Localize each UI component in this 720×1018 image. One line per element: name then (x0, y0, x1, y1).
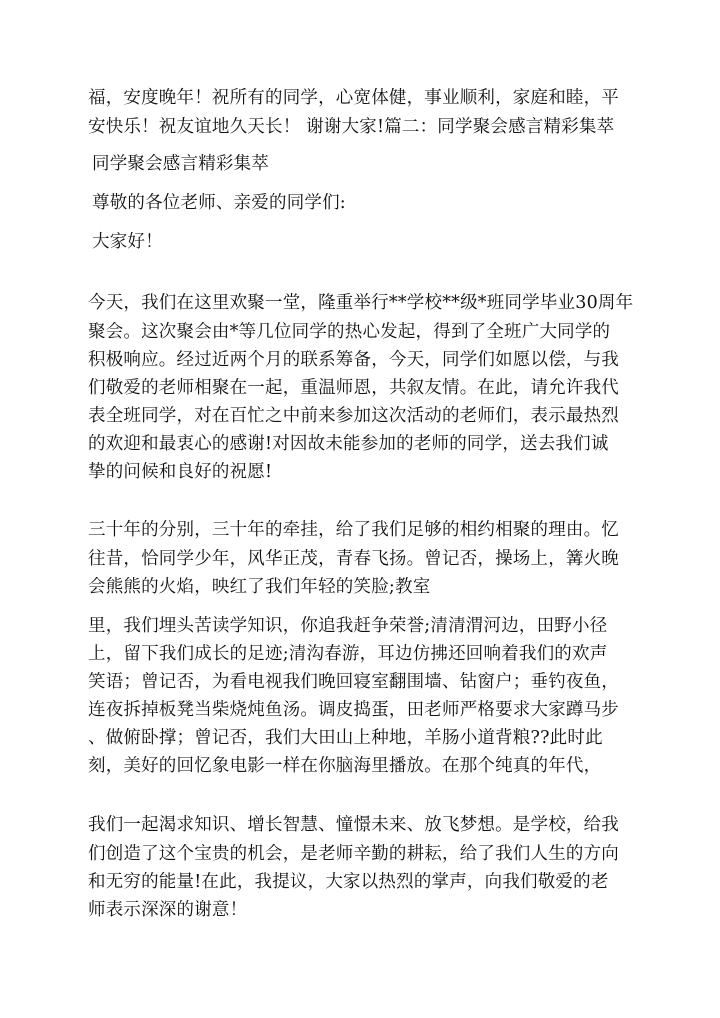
text-line: 、做俯卧撑；曾记否，我们大田山上种地，羊肠小道背粮??此时此 (88, 728, 603, 748)
text-line: 往昔，恰同学少年，风华正茂，青春飞扬。曾记否，操场上，篝火晚 (88, 549, 619, 569)
text-line: 的欢迎和最衷心的感谢!对因故未能参加的老师的同学，送去我们诚 (88, 434, 609, 454)
text-line: 刻，美好的回忆象电影一样在你脑海里播放。在那个纯真的年代， (88, 756, 602, 776)
text-line: 三十年的分别，三十年的牵挂，给了我们足够的相约相聚的理由。忆 (88, 520, 619, 540)
text-line: 我们一起渴求知识、增长智慧、憧憬未来、放飞梦想。是学校，给我 (88, 815, 619, 835)
salutation: 尊敬的各位老师、亲爱的同学们: (92, 193, 346, 213)
text-line: 表全班同学，对在百忙之中前来参加这次活动的老师们，表示最热烈 (88, 406, 619, 426)
text-line: 师表示深深的谢意！ (88, 900, 248, 920)
text-line: 挚的问候和良好的祝愿! (88, 462, 273, 482)
text-line: 们敬爱的老师相聚在一起，重温师恩，共叙友情。在此，请允许我代 (88, 378, 619, 398)
text-line: 会熊熊的火焰，映红了我们年轻的笑脸;教室 (88, 577, 431, 597)
text-line: 里，我们埋头苦读学知识，你追我赶争荣誉;清清渭河边，田野小径 (88, 616, 608, 636)
text-line: 们创造了这个宝贵的机会，是老师辛勤的耕耘，给了我们人生的方向 (88, 844, 619, 864)
greeting: 大家好！ (92, 232, 163, 252)
text-line: 连夜拆掉板凳当柴烧炖鱼汤。调皮捣蛋，田老师严格要求大家蹲马步 (88, 700, 619, 720)
text-line: 和无穷的能量!在此，我提议，大家以热烈的掌声，向我们敬爱的老 (88, 872, 609, 892)
text-line: 福，安度晚年！祝所有的同学，心宽体健，事业顺利，家庭和睦，平 (88, 88, 619, 108)
text-line: 积极响应。经过近两个月的联系筹备，今天，同学们如愿以偿，与我 (88, 350, 619, 370)
text-line: 安快乐！祝友谊地久天长！ 谢谢大家!篇二：同学聚会感言精彩集萃 (88, 117, 615, 137)
section-heading: 同学聚会感言精彩集萃 (92, 154, 269, 174)
text-line: 聚会。这次聚会由*等几位同学的热心发起，得到了全班广大同学的 (88, 322, 611, 342)
text-line: 今天，我们在这里欢聚一堂，隆重举行**学校**级*班同学毕业30周年 (88, 293, 634, 313)
text-line: 上，留下我们成长的足迹;清沟春游，耳边仿拂还回响着我们的欢声 (88, 644, 608, 664)
text-line: 笑语；曾记否，为看电视我们晚回寝室翻围墙、钻窗户；垂钓夜鱼， (88, 672, 619, 692)
